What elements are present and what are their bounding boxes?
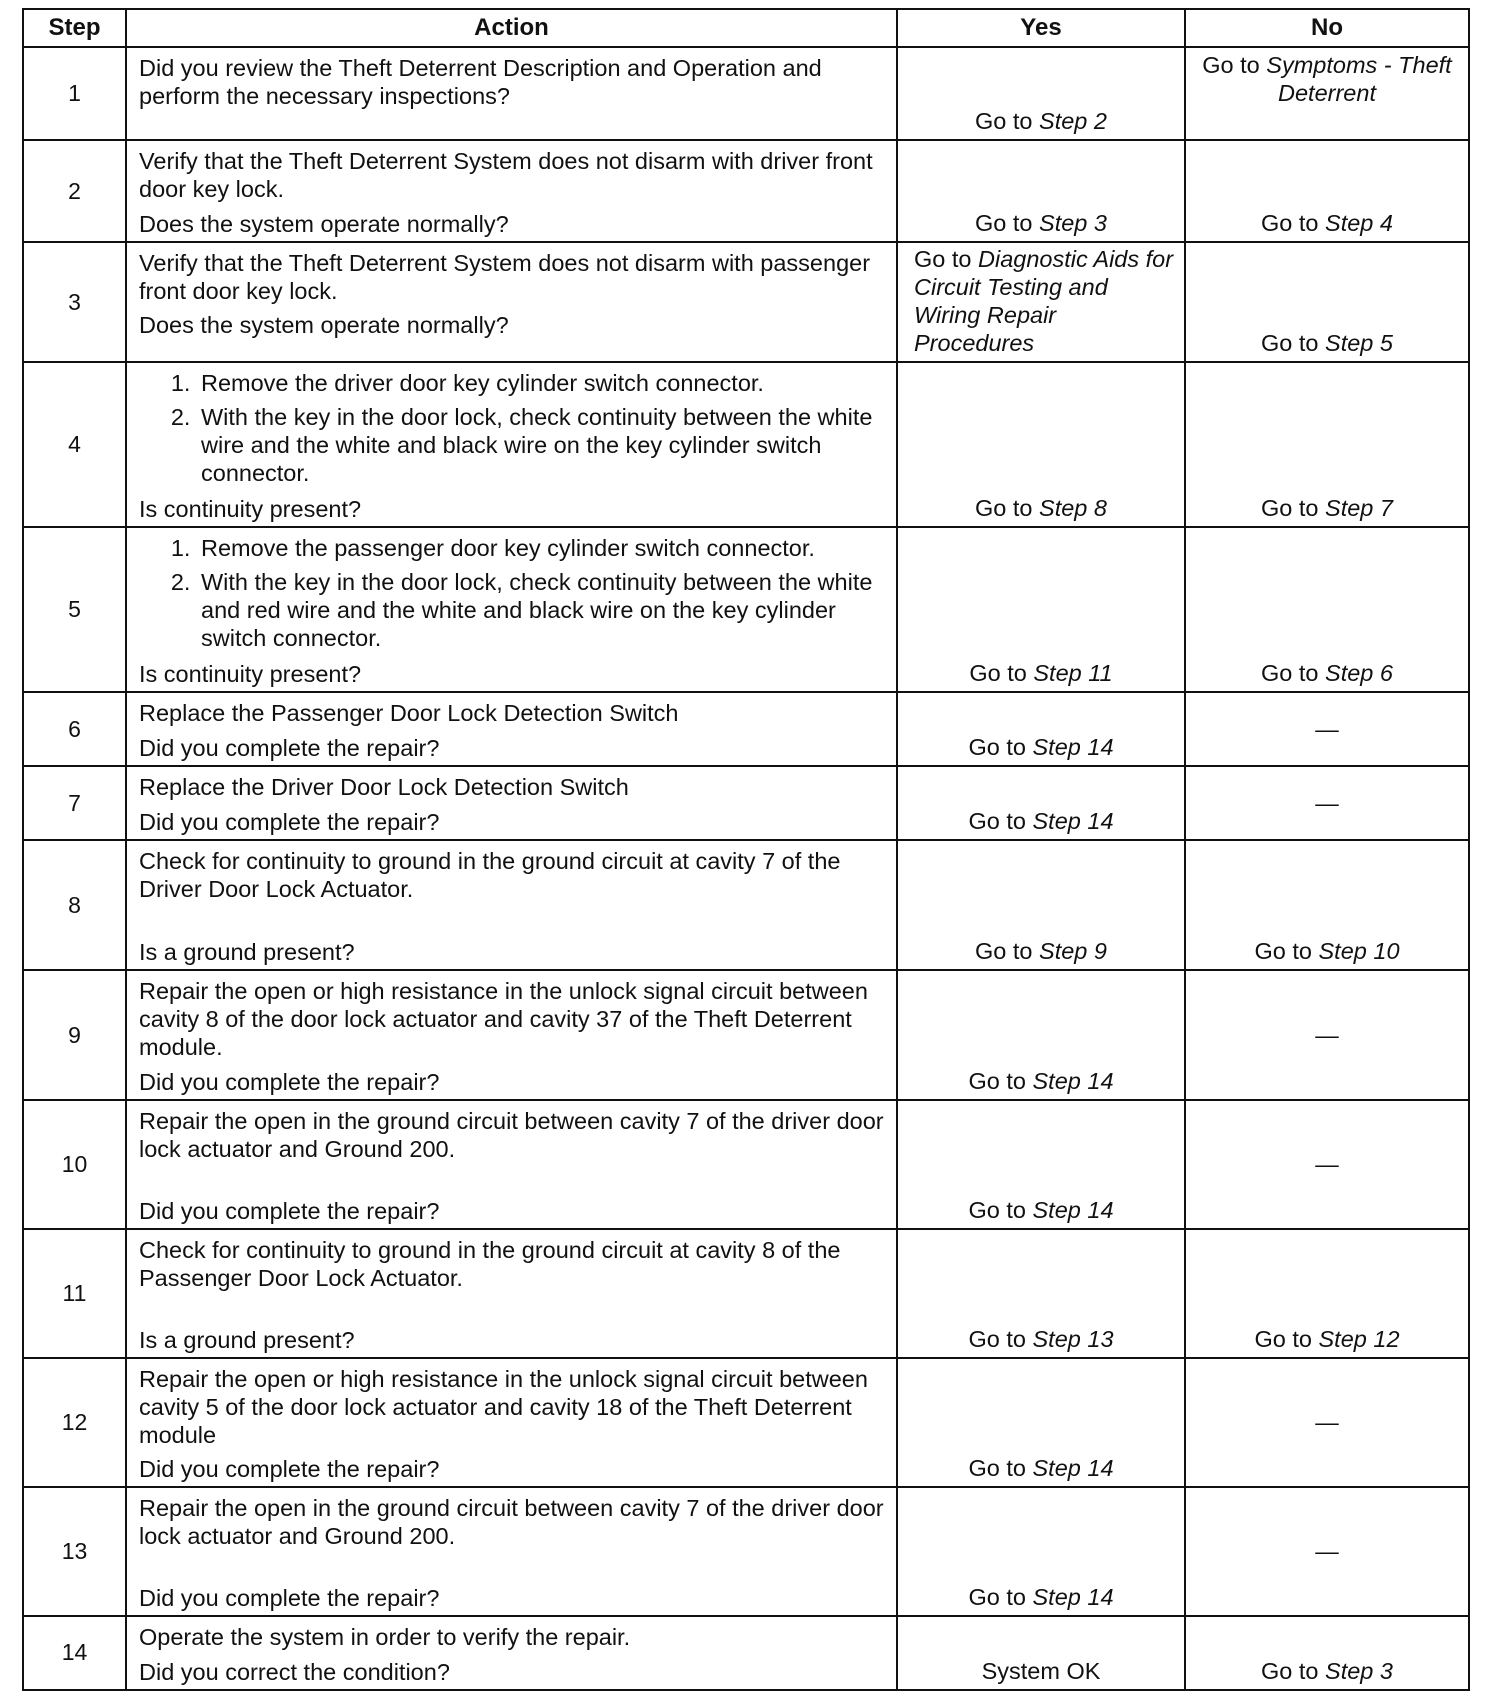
no-cell	[1185, 242, 1469, 362]
no-ref: Step 10	[1318, 938, 1400, 965]
step-number: 4	[23, 362, 126, 527]
yes-cell	[897, 1487, 1185, 1616]
step-number: 6	[23, 692, 126, 766]
no-ref: Step 5	[1325, 330, 1393, 357]
no-ref: Step 12	[1318, 1325, 1400, 1352]
action-text: Check for continuity to ground in the ground circuit at cavity 8 of the Passenger Door Lock Actuator.	[139, 1236, 841, 1291]
step-number: 13	[23, 1487, 126, 1616]
table-row	[23, 47, 1469, 140]
action-text: Repair the open in the ground circuit between cavity 7 of the driver door lock actuator and Ground 200.	[139, 1107, 884, 1162]
step-number: 8	[23, 840, 126, 970]
action-cell	[126, 692, 897, 766]
no-dash: —	[1315, 1408, 1339, 1435]
yes-prefix: Go to	[968, 808, 1033, 835]
yes-ref: Step 14	[1032, 1067, 1114, 1094]
no-cell	[1185, 362, 1469, 527]
yes-cell	[897, 140, 1185, 242]
yes-prefix: Go to	[968, 734, 1033, 761]
action-step-item: 1. Remove the passenger door key cylinder switch connector.	[197, 534, 884, 562]
table-row	[23, 1100, 1469, 1229]
yes-ref: Step 13	[1032, 1325, 1114, 1352]
yes-prefix: Go to	[968, 1196, 1033, 1223]
yes-cell	[897, 1358, 1185, 1487]
header-yes: Yes	[897, 9, 1185, 47]
yes-cell	[897, 1229, 1185, 1358]
no-prefix: Go to	[1202, 52, 1267, 78]
action-cell	[126, 362, 897, 527]
yes-ref: Diagnostic Aids for Circuit Testing and Wiring Repair Procedures	[914, 246, 1174, 357]
yes-cell	[897, 1616, 1185, 1690]
step-number: 3	[23, 242, 126, 362]
yes-text: System OK	[981, 1658, 1101, 1684]
header-no: No	[1185, 9, 1469, 47]
action-cell	[126, 527, 897, 692]
no-cell	[1185, 1616, 1469, 1690]
action-question: Is a ground present?	[139, 1326, 355, 1353]
yes-prefix: Go to	[914, 246, 979, 273]
no-prefix: Go to	[1261, 1658, 1326, 1684]
no-cell	[1185, 1229, 1469, 1358]
step-number: 10	[23, 1100, 126, 1229]
action-cell	[126, 1229, 897, 1358]
action-step-item: 2. With the key in the door lock, check continuity between the white wire and the white and black wire on the key cylinder switch connector.	[197, 403, 884, 487]
yes-cell	[897, 47, 1185, 140]
table-row	[23, 140, 1469, 242]
table-row	[23, 1358, 1469, 1487]
step-number: 7	[23, 766, 126, 840]
yes-cell	[897, 970, 1185, 1099]
action-question: Did you complete the repair?	[139, 809, 440, 836]
action-step-item: 1. Remove the driver door key cylinder switch connector.	[197, 369, 884, 397]
no-prefix: Go to	[1261, 330, 1326, 357]
action-question: Is a ground present?	[139, 939, 355, 966]
action-question: Did you complete the repair?	[139, 735, 440, 762]
action-cell	[126, 1358, 897, 1487]
no-ref: Step 6	[1325, 660, 1393, 687]
table-row	[23, 1487, 1469, 1616]
step-number: 12	[23, 1358, 126, 1487]
yes-ref: Step 14	[1032, 734, 1114, 761]
action-cell	[126, 840, 897, 970]
yes-ref: Step 2	[1039, 108, 1107, 135]
yes-ref: Step 9	[1039, 938, 1107, 965]
action-cell	[126, 1487, 897, 1616]
action-question: Did you correct the condition?	[139, 1659, 450, 1685]
action-text: Repair the open in the ground circuit between cavity 7 of the driver door lock actuator and Ground 200.	[139, 1494, 884, 1549]
action-text: Verify that the Theft Deterrent System does not disarm with driver front door key lock.	[139, 148, 873, 203]
action-cell	[126, 140, 897, 242]
yes-ref: Step 8	[1039, 495, 1107, 522]
action-cell	[126, 1100, 897, 1229]
no-prefix: Go to	[1254, 1325, 1319, 1352]
action-question: Did you complete the repair?	[139, 1584, 440, 1611]
step-number: 9	[23, 970, 126, 1099]
no-dash: —	[1315, 1537, 1339, 1564]
no-dash: —	[1315, 1150, 1339, 1177]
header-row	[23, 9, 1469, 47]
diagnostic-table	[22, 8, 1470, 1691]
yes-ref: Step 3	[1039, 210, 1107, 237]
no-ref: Step 3	[1325, 1658, 1393, 1684]
step-number: 2	[23, 140, 126, 242]
yes-prefix: Go to	[969, 660, 1034, 687]
action-text: Operate the system in order to verify the repair.	[139, 1623, 631, 1650]
table-row	[23, 766, 1469, 840]
no-dash: —	[1315, 789, 1339, 816]
yes-prefix: Go to	[968, 1325, 1033, 1352]
yes-ref: Step 14	[1032, 1583, 1114, 1610]
header-action: Action	[126, 9, 897, 47]
action-text: Verify that the Theft Deterrent System does not disarm with passenger front door key lock.	[139, 250, 871, 305]
no-dash: —	[1315, 1021, 1339, 1048]
no-cell	[1185, 1487, 1469, 1616]
action-question: Did you complete the repair?	[139, 1197, 440, 1224]
no-ref: Step 7	[1325, 495, 1393, 522]
action-text: Replace the Driver Door Lock Detection Switch	[139, 774, 629, 801]
yes-ref: Step 14	[1032, 808, 1114, 835]
yes-prefix: Go to	[975, 495, 1040, 522]
table-row	[23, 1616, 1469, 1690]
yes-prefix: Go to	[968, 1067, 1033, 1094]
action-cell	[126, 766, 897, 840]
yes-ref: Step 14	[1032, 1454, 1114, 1481]
table-row	[23, 692, 1469, 766]
no-cell	[1185, 47, 1469, 140]
yes-cell	[897, 362, 1185, 527]
no-cell	[1185, 1358, 1469, 1487]
yes-ref: Step 11	[1033, 660, 1113, 687]
no-dash: —	[1315, 715, 1339, 742]
no-ref: Symptoms - Theft Deterrent	[1266, 52, 1452, 106]
step-number: 1	[23, 47, 126, 140]
yes-cell	[897, 1100, 1185, 1229]
no-cell	[1185, 840, 1469, 970]
table-row	[23, 1229, 1469, 1358]
yes-prefix: Go to	[968, 1583, 1033, 1610]
yes-ref: Step 14	[1032, 1196, 1114, 1223]
no-prefix: Go to	[1261, 210, 1326, 237]
action-cell	[126, 1616, 897, 1690]
no-prefix: Go to	[1254, 938, 1319, 965]
action-question: Does the system operate normally?	[139, 211, 509, 238]
action-question: Is continuity present?	[139, 496, 362, 523]
yes-cell	[897, 840, 1185, 970]
no-prefix: Go to	[1261, 660, 1326, 687]
action-steps-list	[139, 369, 884, 487]
yes-prefix: Go to	[968, 1454, 1033, 1481]
no-cell	[1185, 970, 1469, 1099]
no-prefix: Go to	[1261, 495, 1326, 522]
yes-cell	[897, 527, 1185, 692]
table-row	[23, 362, 1469, 527]
no-cell	[1185, 692, 1469, 766]
action-cell	[126, 47, 897, 140]
yes-prefix: Go to	[975, 108, 1040, 135]
yes-prefix: Go to	[975, 210, 1040, 237]
action-text: Did you review the Theft Deterrent Description and Operation and perform the necessary inspections?	[139, 55, 822, 109]
table-row	[23, 970, 1469, 1099]
yes-cell	[897, 766, 1185, 840]
no-ref: Step 4	[1325, 210, 1393, 237]
yes-cell	[897, 692, 1185, 766]
action-text: Repair the open or high resistance in the unlock signal circuit between cavity 5 of the door lock actuator and cavity 18 of the Theft Deterrent module	[139, 1365, 868, 1448]
yes-prefix: Go to	[975, 938, 1040, 965]
no-cell	[1185, 140, 1469, 242]
no-cell	[1185, 527, 1469, 692]
action-cell	[126, 970, 897, 1099]
action-question: Did you complete the repair?	[139, 1068, 440, 1095]
action-step-item: 2. With the key in the door lock, check continuity between the white and red wire and the white and black wire on the key cylinder switch connector.	[197, 568, 884, 652]
action-text: Check for continuity to ground in the ground circuit at cavity 7 of the Driver Door Lock Actuator.	[139, 848, 841, 903]
step-number: 5	[23, 527, 126, 692]
action-question: Did you complete the repair?	[139, 1455, 440, 1482]
action-question: Is continuity present?	[139, 661, 362, 688]
table-row	[23, 840, 1469, 970]
table-row	[23, 242, 1469, 362]
table-row	[23, 527, 1469, 692]
no-cell	[1185, 1100, 1469, 1229]
action-text: Repair the open or high resistance in the unlock signal circuit between cavity 8 of the door lock actuator and cavity 37 of the Theft Deterrent module.	[139, 978, 868, 1061]
yes-cell	[897, 242, 1185, 362]
step-number: 14	[23, 1616, 126, 1690]
action-steps-list	[139, 534, 884, 652]
no-cell	[1185, 766, 1469, 840]
action-question: Does the system operate normally?	[139, 312, 509, 339]
step-number: 11	[23, 1229, 126, 1358]
action-cell	[126, 242, 897, 362]
header-step: Step	[23, 9, 126, 47]
action-text: Replace the Passenger Door Lock Detection Switch	[139, 700, 679, 727]
